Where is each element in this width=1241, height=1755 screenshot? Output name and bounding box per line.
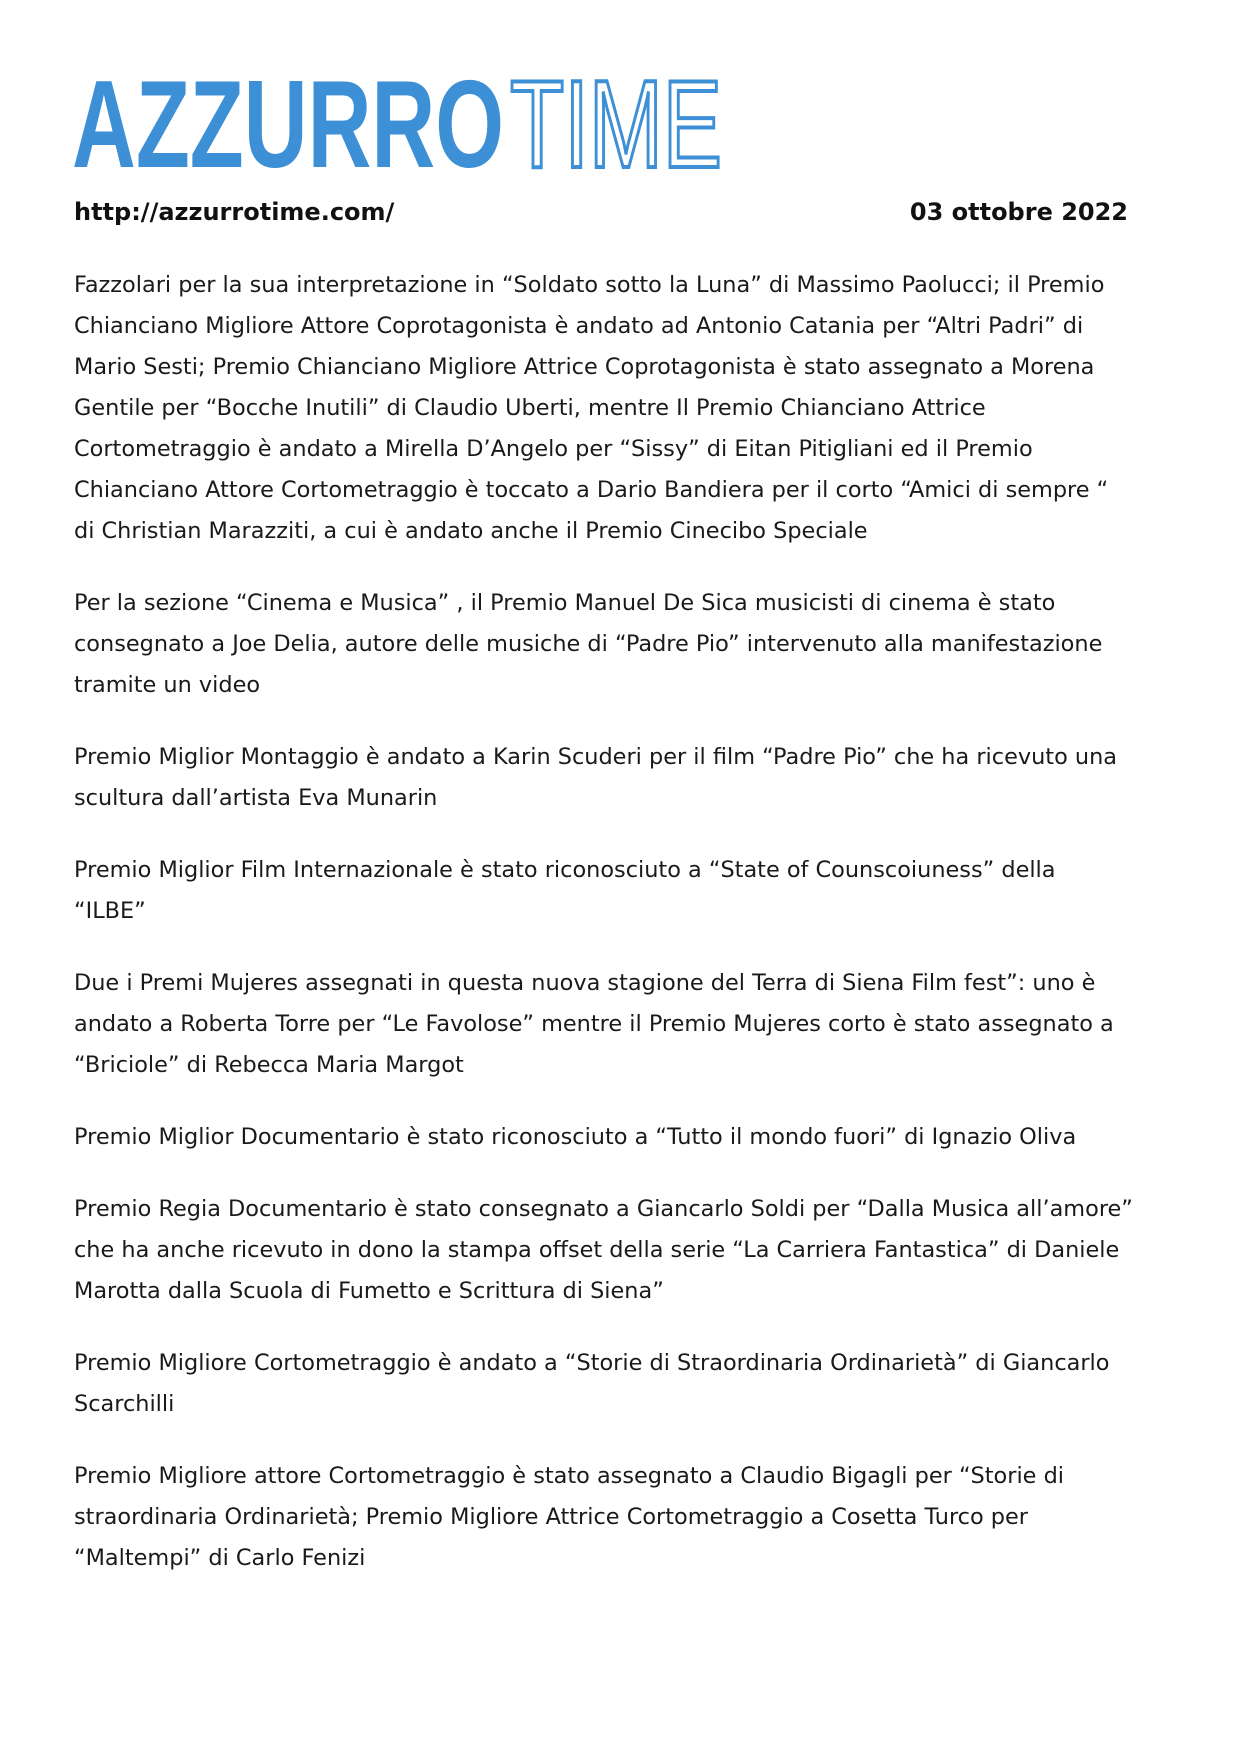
logo-text-bold: AZZURRO xyxy=(72,66,504,174)
azzurrotime-logo xyxy=(72,66,732,174)
article-paragraph: Fazzolari per la sua interpretazione in “Soldato sotto la Luna” di Massimo Paolucci; il Premio Chianciano Migliore Attore Coprotagonista è andato ad Antonio Catania per “Altri Padri” di Mario Sesti; Premio Chianciano Migliore Attrice Coprotagonista è stato assegnato a Morena Gentile per “Bocche Inutili” di Claudio Uberti, mentre Il Premio Chianciano Attrice Cortometraggio è andato a Mirella D’Angelo per “Sissy” di Eitan Pitigliani ed il Premio Chianciano Attore Cortometraggio è toccato a Dario Bandiera per il corto “Amici di sempre “ di Christian Marazziti, a cui è andato anche il Premio Cinecibo Speciale xyxy=(74,272,1109,544)
article-paragraph: Premio Miglior Montaggio è andato a Karin Scuderi per il film “Padre Pio” che ha ricevuto una scultura dall’artista Eva Munarin xyxy=(74,744,1117,811)
source-header xyxy=(74,198,1128,232)
article-paragraph: Due i Premi Mujeres assegnati in questa nuova stagione del Terra di Siena Film fest”: uno è andato a Roberta Torre per “Le Favolose” mentre il Premio Mujeres corto è stato assegnato a “Briciole” di Rebecca Maria Margot xyxy=(74,970,1114,1078)
article-paragraph: Premio Migliore Cortometraggio è andato a “Storie di Straordinaria Ordinarietà” di Giancarlo Scarchilli xyxy=(74,1350,1110,1417)
article-paragraph: Premio Miglior Documentario è stato riconosciuto a “Tutto il mondo fuori” di Ignazio Oliva xyxy=(74,1124,1077,1150)
publication-date: 03 ottobre 2022 xyxy=(909,198,1128,226)
logo-text-outline: TIME xyxy=(510,66,722,174)
article-paragraph: Per la sezione “Cinema e Musica” , il Premio Manuel De Sica musicisti di cinema è stato consegnato a Joe Delia, autore delle musiche di “Padre Pio” intervenuto alla manifestazione tramite un video xyxy=(74,590,1103,698)
article-body xyxy=(74,265,1134,1610)
source-url[interactable]: http://azzurrotime.com/ xyxy=(74,198,395,226)
article-paragraph: Premio Miglior Film Internazionale è stato riconosciuto a “State of Counscoiuness” della “ILBE” xyxy=(74,857,1056,924)
article-paragraph: Premio Migliore attore Cortometraggio è stato assegnato a Claudio Bigagli per “Storie di straordinaria Ordinarietà; Premio Migliore Attrice Cortometraggio a Cosetta Turco per “Maltempi” di Carlo Fenizi xyxy=(74,1463,1064,1571)
article-paragraph: Premio Regia Documentario è stato consegnato a Giancarlo Soldi per “Dalla Musica all’amore” che ha anche ricevuto in dono la stampa offset della serie “La Carriera Fantastica” di Daniele Marotta dalla Scuola di Fumetto e Scrittura di Siena” xyxy=(74,1196,1133,1304)
